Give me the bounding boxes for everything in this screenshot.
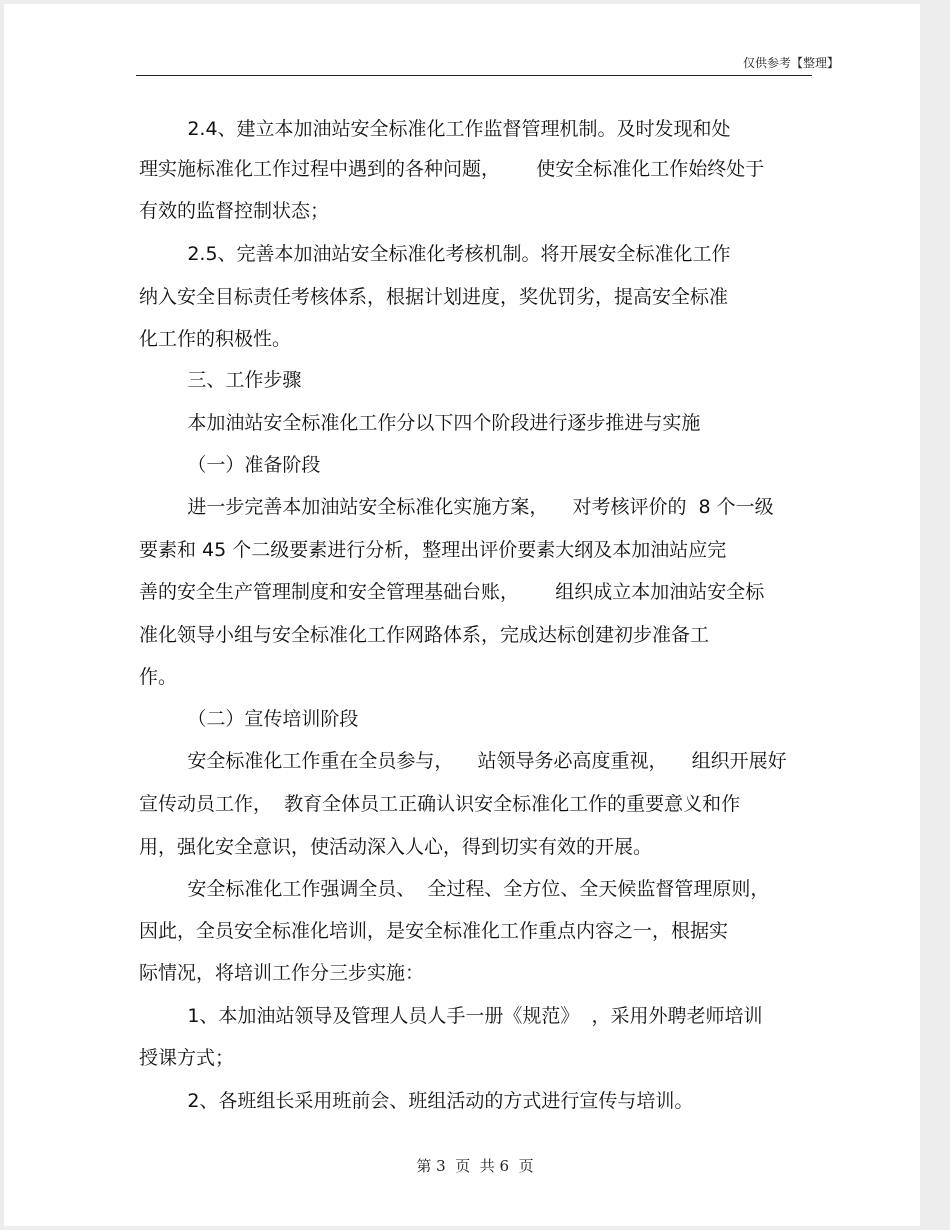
- text-line: 因此，全员安全标准化培训，是安全标准化工作重点内容之一，根据实: [139, 920, 729, 942]
- text-line: 授课方式；: [139, 1047, 235, 1069]
- subsection-heading: （二）宣传培训阶段: [139, 708, 359, 730]
- text-line: 理实施标准化工作过程中遇到的各种问题， 使安全标准化工作始终处于: [139, 158, 765, 180]
- text-line: 纳入安全目标责任考核体系，根据计划进度，奖优罚劣，提高安全标准: [139, 286, 729, 308]
- text-line: 善的安全生产管理制度和安全管理基础台账， 组织成立本加油站安全标: [139, 581, 765, 603]
- text-line: 本加油站安全标准化工作分以下四个阶段进行逐步推进与实施: [139, 412, 701, 434]
- text-line: 用，强化安全意识，使活动深入人心，得到切实有效的开展。: [139, 836, 653, 858]
- text-line: 作。: [139, 666, 178, 688]
- text-line: 1、本加油站领导及管理人员人手一册《规范》 ，采用外聘老师培训: [139, 1005, 763, 1027]
- header-divider: [136, 75, 812, 76]
- header-note: 仅供参考【整理】: [742, 56, 839, 70]
- text-line: 化工作的积极性。: [139, 328, 292, 350]
- text-line: 2.4、建立本加油站安全标准化工作监督管理机制。及时发现和处: [139, 118, 731, 140]
- text-line: 2、各班组长采用班前会、班组活动的方式进行宣传与培训。: [139, 1090, 694, 1112]
- page-number: 第 3 页 共 6 页: [416, 1157, 534, 1175]
- section-heading: 三、工作步骤: [139, 369, 302, 391]
- text-line: 有效的监督控制状态；: [139, 200, 330, 222]
- text-line: 安全标准化工作重在全员参与， 站领导务必高度重视， 组织开展好: [139, 750, 787, 772]
- text-line: 际情况，将培训工作分三步实施：: [139, 962, 425, 984]
- text-line: 宣传动员工作， 教育全体员工正确认识安全标准化工作的重要意义和作: [139, 793, 741, 815]
- text-line: 准化领导小组与安全标准化工作网路体系，完成达标创建初步准备工: [139, 624, 710, 646]
- text-line: 进一步完善本加油站安全标准化实施方案， 对考核评价的 8 个一级: [139, 496, 774, 518]
- text-line: 安全标准化工作强调全员、 全过程、全方位、全天候监督管理原则，: [139, 878, 770, 900]
- document-page: [4, 4, 920, 1226]
- text-line: 2.5、完善本加油站安全标准化考核机制。将开展安全标准化工作: [139, 243, 731, 265]
- subsection-heading: （一）准备阶段: [139, 454, 321, 476]
- text-line: 要素和 45 个二级要素进行分析，整理出评价要素大纲及本加油站应完: [139, 539, 727, 561]
